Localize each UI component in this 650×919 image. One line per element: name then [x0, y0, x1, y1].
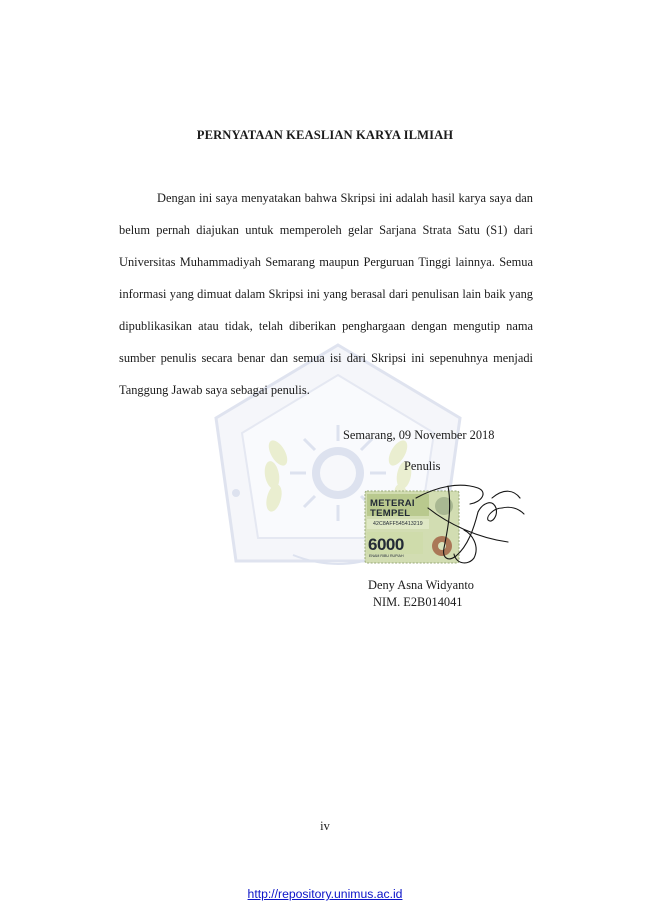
stamp-title: METERAI TEMPEL [370, 498, 415, 519]
place-date: Semarang, 09 November 2018 [343, 428, 495, 442]
handwritten-signature [408, 468, 528, 568]
statement-paragraph: Dengan ini saya menyatakan bahwa Skripsi ini adalah hasil karya saya dan belum pernah diajukan untuk memperoleh gelar Sarjana Strata Satu (S1) dari Universitas Muhammadiyah Semarang maupun Perguruan Tinggi lainnya. Semua informasi yang dimuat dalam Skripsi ini yang berasal dari penulisan lain baik yang dipublikasikan atau tidak, telah diberikan penghargaan dengan mengutip nama sumber penulis secara benar dan semua isi dari Skripsi ini sepenuhnya menjadi Tanggung Jawab saya sebagai penulis. [119, 191, 533, 397]
statement-body [119, 182, 533, 406]
page-number: iv [320, 819, 330, 833]
stamp-code: 42C8AFF545413219 [373, 521, 423, 527]
repository-link[interactable] [0, 887, 650, 901]
stamp-value: 6000 [368, 535, 404, 554]
author-name: Deny Asna Widyanto [368, 578, 474, 592]
repository-url[interactable]: http://repository.unimus.ac.id [247, 887, 403, 901]
stamp-caption: ENAM RIBU RUPIAH [369, 554, 404, 558]
author-role-label: Penulis [404, 459, 441, 473]
document-title: PERNYATAAN KEASLIAN KARYA ILMIAH [196, 128, 454, 142]
author-nim: NIM. E2B014041 [373, 595, 463, 609]
